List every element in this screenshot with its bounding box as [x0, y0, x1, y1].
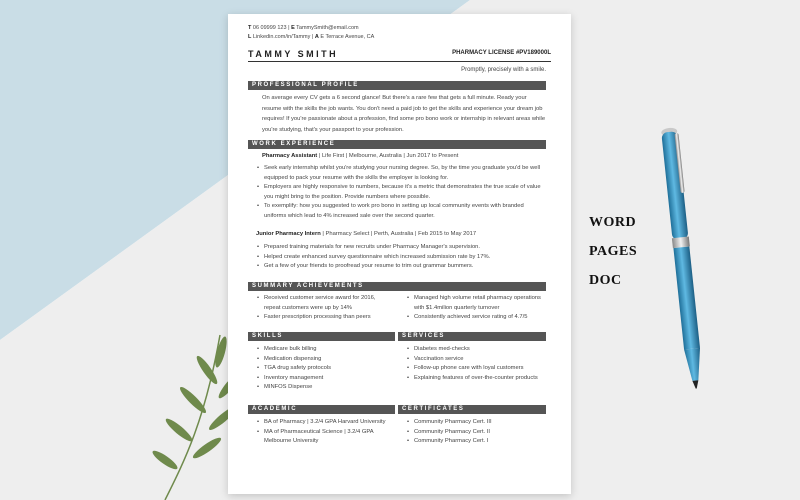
phone: 06 09999 123 — [252, 25, 287, 31]
format-label-word: WORD — [589, 215, 637, 230]
list-item: • Follow-up phone care with loyal customers — [407, 364, 549, 374]
contact-block — [248, 24, 374, 42]
email: TammySmith@email.com — [296, 25, 359, 31]
job-2-title: Junior Pharmacy Intern — [256, 231, 321, 237]
contact-line-2: L Linkedin.com/in/Tammy | A E Terrace Avenue, CA — [248, 34, 375, 40]
certificates-heading: CERTIFICATES — [398, 405, 546, 414]
academic-heading: ACADEMIC — [248, 405, 395, 414]
certificates-list — [407, 418, 549, 447]
list-item: • Prepared training materials for new recruits under Pharmacy Manager's supervision. — [257, 243, 547, 253]
work-heading: WORK EXPERIENCE — [248, 140, 546, 149]
list-item: • Explaining features of over-the-counter products — [407, 374, 549, 384]
achievements-left-list — [257, 294, 392, 323]
linkedin: Linkedin.com/in/Tammy — [252, 34, 311, 40]
job-1-bullets — [257, 164, 547, 222]
profile-heading: PROFESSIONAL PROFILE — [248, 81, 546, 90]
list-item: • Medication dispensing — [257, 355, 392, 365]
list-item: • Community Pharmacy Cert. I — [407, 437, 549, 447]
address: E Terrace Avenue, CA — [320, 34, 375, 40]
linkedin-label: L — [248, 34, 252, 40]
profile-text: On average every CV gets a 6 second glance! But there's a rare few that gets a full minute. Ready your resume with the skills the job wants. You don't need a paid job to get the skills and experience your dream job requires! If you're passionate about a profession, find some pro bono work or internship in relevant areas while you're studying, that's your passport to your profession. — [262, 95, 546, 133]
list-item: • Managed high volume retail pharmacy operations with $1.4milion quarterly turnover — [407, 294, 549, 313]
name-row — [248, 49, 551, 62]
list-item: • MINFOS Dispense — [257, 383, 392, 393]
list-item: • TGA drug safety protocols — [257, 364, 392, 374]
academic-list — [257, 418, 392, 447]
achievements-right-list — [407, 294, 549, 323]
job-2-header — [256, 231, 476, 237]
list-item: • Employers are highly responsive to numbers, because it's a metric that demonstrates the true scale of value you might bring to the position. Provide numbers where possible. — [257, 183, 547, 202]
list-item: • Medicare bulk billing — [257, 345, 392, 355]
phone-label: T — [248, 25, 252, 31]
resume-document — [228, 14, 571, 494]
tagline: Promptly, precisely with a smile. — [461, 67, 546, 73]
list-item: • To exemplify: how you suggested to work pro bono in setting up local community events with branded uniforms which lead to 4% increased sale over the second quarter. — [257, 202, 547, 221]
list-item: • Faster prescription processing than peers — [257, 313, 392, 323]
list-item: • BA of Pharmacy | 3.2/4 GPA Harvard University — [257, 418, 392, 428]
list-item: • Community Pharmacy Cert. II — [407, 428, 549, 438]
list-item: • Received customer service award for 2016, repeat customers were up by 14% — [257, 294, 392, 313]
list-item: • Consistently achieved service rating of 4.7/5 — [407, 313, 549, 323]
format-label-pages: PAGES — [589, 244, 638, 259]
pen-icon — [610, 120, 750, 410]
list-item: • Seek early internship whilst you're studying your nursing degree. So, by the time you graduate you'd be well equipped to pack your resume with the skills the employer is looking for. — [257, 164, 547, 183]
job-1-header — [262, 153, 458, 159]
license-number: PHARMACY LICENSE #PV189000L — [452, 50, 551, 56]
address-label: A — [314, 34, 319, 40]
candidate-name: TAMMY SMITH — [248, 49, 339, 59]
skills-list — [257, 345, 392, 393]
services-heading: SERVICES — [398, 332, 546, 341]
services-list — [407, 345, 549, 383]
list-item: • Community Pharmacy Cert. III — [407, 418, 549, 428]
job-2-bullets — [257, 243, 547, 272]
job-1-details: | Life First | Melbourne, Australia | Jun 2017 to Present — [317, 153, 459, 159]
list-item: • Vaccination service — [407, 355, 549, 365]
list-item: • Get a few of your friends to proofread your resume to trim out grammar bummers. — [257, 262, 547, 272]
job-2-details: | Pharmacy Select | Perth, Australia | Feb 2015 to May 2017 — [320, 231, 477, 237]
list-item: • MA of Pharmaceutical Science | 3.2/4 GPA Melbourne University — [257, 428, 392, 447]
contact-line-1: T 06 09999 123 | E TammySmith@email.com — [248, 25, 359, 31]
list-item: • Helped create enhanced survey questionnaire which increased submission rate by 17%. — [257, 253, 547, 263]
list-item: • Inventory management — [257, 374, 392, 384]
skills-heading: SKILLS — [248, 332, 395, 341]
job-1-title: Pharmacy Assistant — [262, 153, 318, 159]
achievements-heading: SUMMARY ACHIEVEMENTS — [248, 282, 546, 291]
list-item: • Diabetes med-checks — [407, 345, 549, 355]
format-label-doc: DOC — [589, 273, 622, 288]
email-label: E — [291, 25, 295, 31]
